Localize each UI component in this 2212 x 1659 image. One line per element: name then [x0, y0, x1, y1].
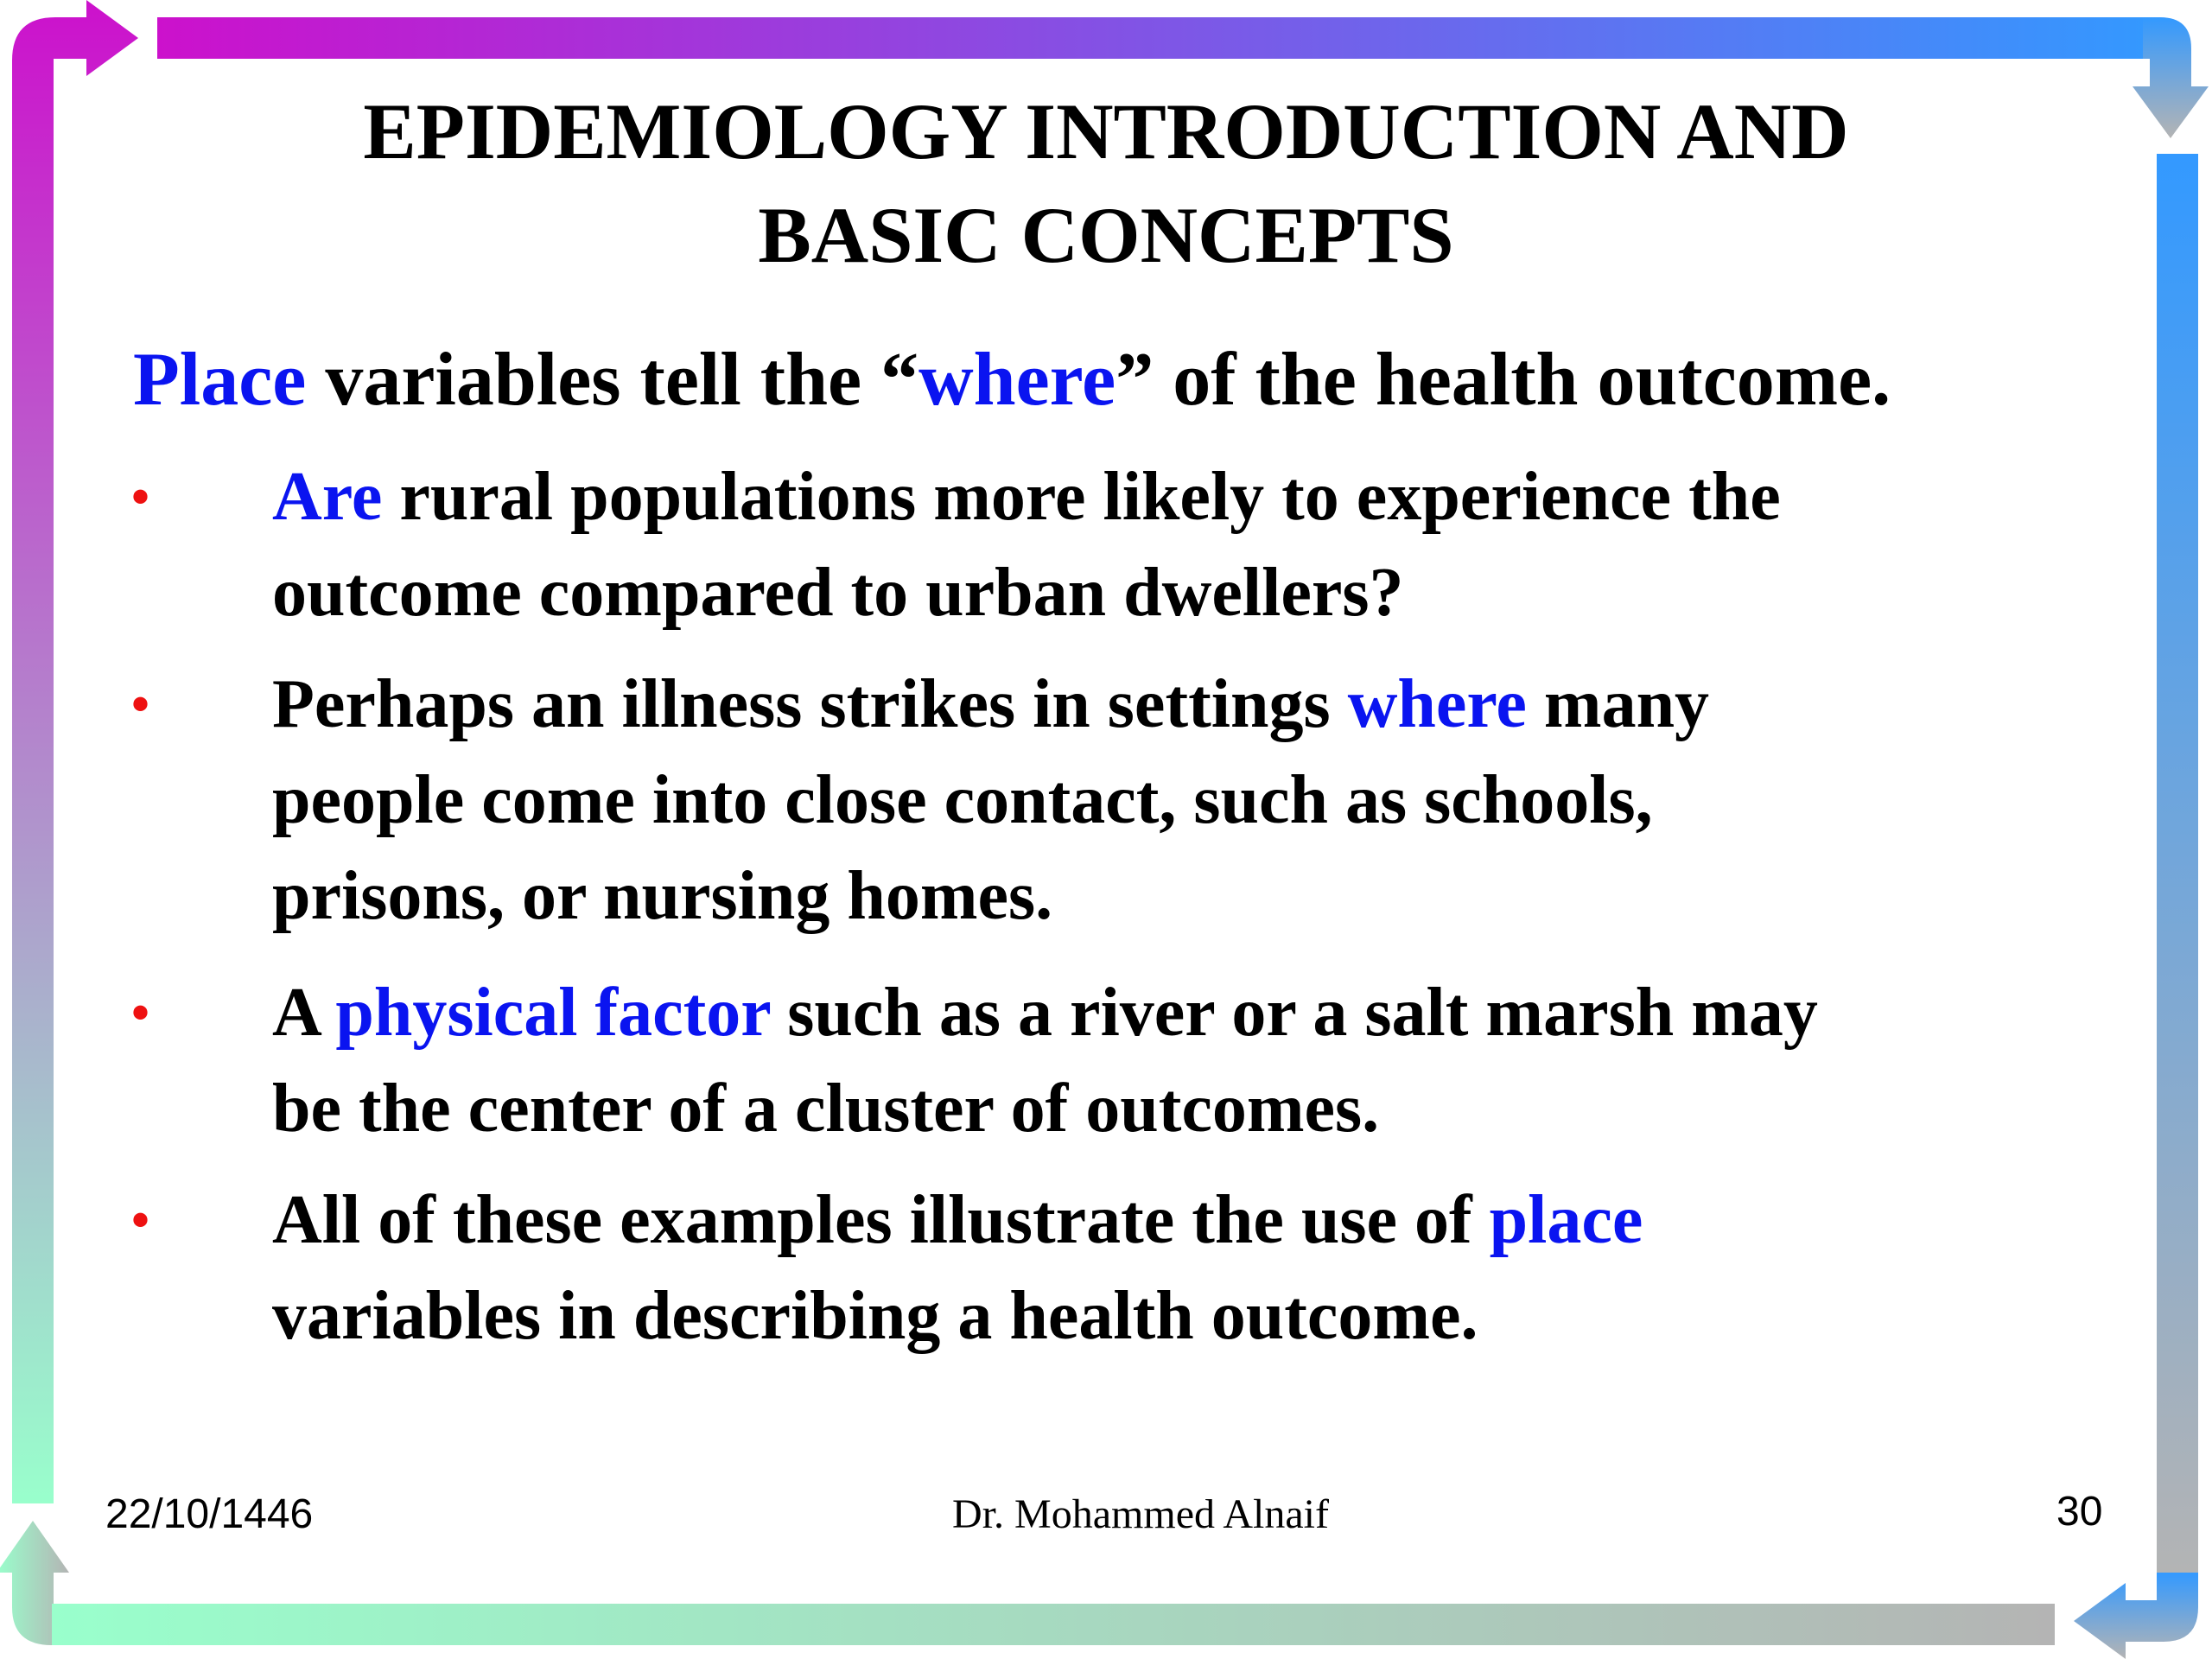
- slide-title-line2: BASIC CONCEPTS: [758, 191, 1454, 279]
- lead-highlight-place: Place: [133, 338, 307, 422]
- lead-text-2: ” of the health outcome.: [1116, 338, 1891, 422]
- bullet-2-line-3: prisons, or nursing homes.: [272, 858, 1053, 934]
- frame-top-bar: [157, 17, 2160, 59]
- bullet-1-line-2: outcome compared to urban dwellers?: [272, 555, 1404, 631]
- bullet-1-line-1: [272, 449, 2156, 545]
- frame-top-left-arrow: [12, 0, 138, 1503]
- bullet-1-highlight: Are: [272, 459, 383, 535]
- bullet-1-text: rural populations more likely to experience the: [382, 459, 1781, 535]
- bullet-3-tail: such as a river or a salt marsh may: [770, 975, 1818, 1051]
- lead-sentence: [133, 333, 1891, 428]
- lead-highlight-where: where: [918, 338, 1116, 422]
- bullet-4-highlight: place: [1489, 1182, 1643, 1258]
- bullet-2-text: Perhaps an illness strikes in settings: [272, 666, 1348, 742]
- page-number: 30: [2056, 1489, 2103, 1535]
- bullet-2-highlight: where: [1347, 666, 1527, 742]
- bullet-item-2: [272, 657, 2156, 944]
- bullet-2-line-1: [272, 657, 2156, 753]
- bullet-dot-1: •: [131, 468, 150, 525]
- bullet-item-4: [272, 1173, 2156, 1364]
- lead-text-1: variables tell the “: [306, 338, 919, 422]
- bullet-dot-4: •: [131, 1192, 150, 1249]
- bullet-3-highlight: physical factor: [335, 975, 771, 1051]
- frame-right-bar: [2157, 154, 2198, 1580]
- bullet-3-text: A: [272, 975, 336, 1051]
- footer-author: Dr. Mohammed Alnaif: [952, 1491, 1329, 1537]
- bullet-dot-2: •: [131, 676, 150, 733]
- bullet-item-3: [272, 965, 2156, 1157]
- bullet-3-line-2: be the center of a cluster of outcomes.: [272, 1071, 1380, 1147]
- bullet-2-line-2: people come into close contact, such as schools,: [272, 762, 1653, 838]
- bullet-4-text: All of these examples illustrate the use of: [272, 1182, 1490, 1258]
- bullet-4-line-1: [272, 1173, 2156, 1268]
- bullet-item-1: [272, 449, 2156, 641]
- bullet-2-tail: many: [1526, 666, 1710, 742]
- bullet-4-line-2: variables in describing a health outcome.: [272, 1278, 1478, 1354]
- slide-title: [207, 79, 2005, 287]
- frame-bottom-bar: [52, 1604, 2055, 1645]
- slide-title-line1: EPIDEMIOLOGY INTRODUCTION AND: [363, 87, 1849, 175]
- frame-bottom-right-arrow: [2074, 1573, 2198, 1659]
- footer-date: 22/10/1446: [105, 1491, 314, 1537]
- frame-top-right-arrow: [2133, 17, 2209, 138]
- bullet-3-line-1: [272, 965, 2156, 1061]
- bullet-dot-3: •: [131, 984, 150, 1041]
